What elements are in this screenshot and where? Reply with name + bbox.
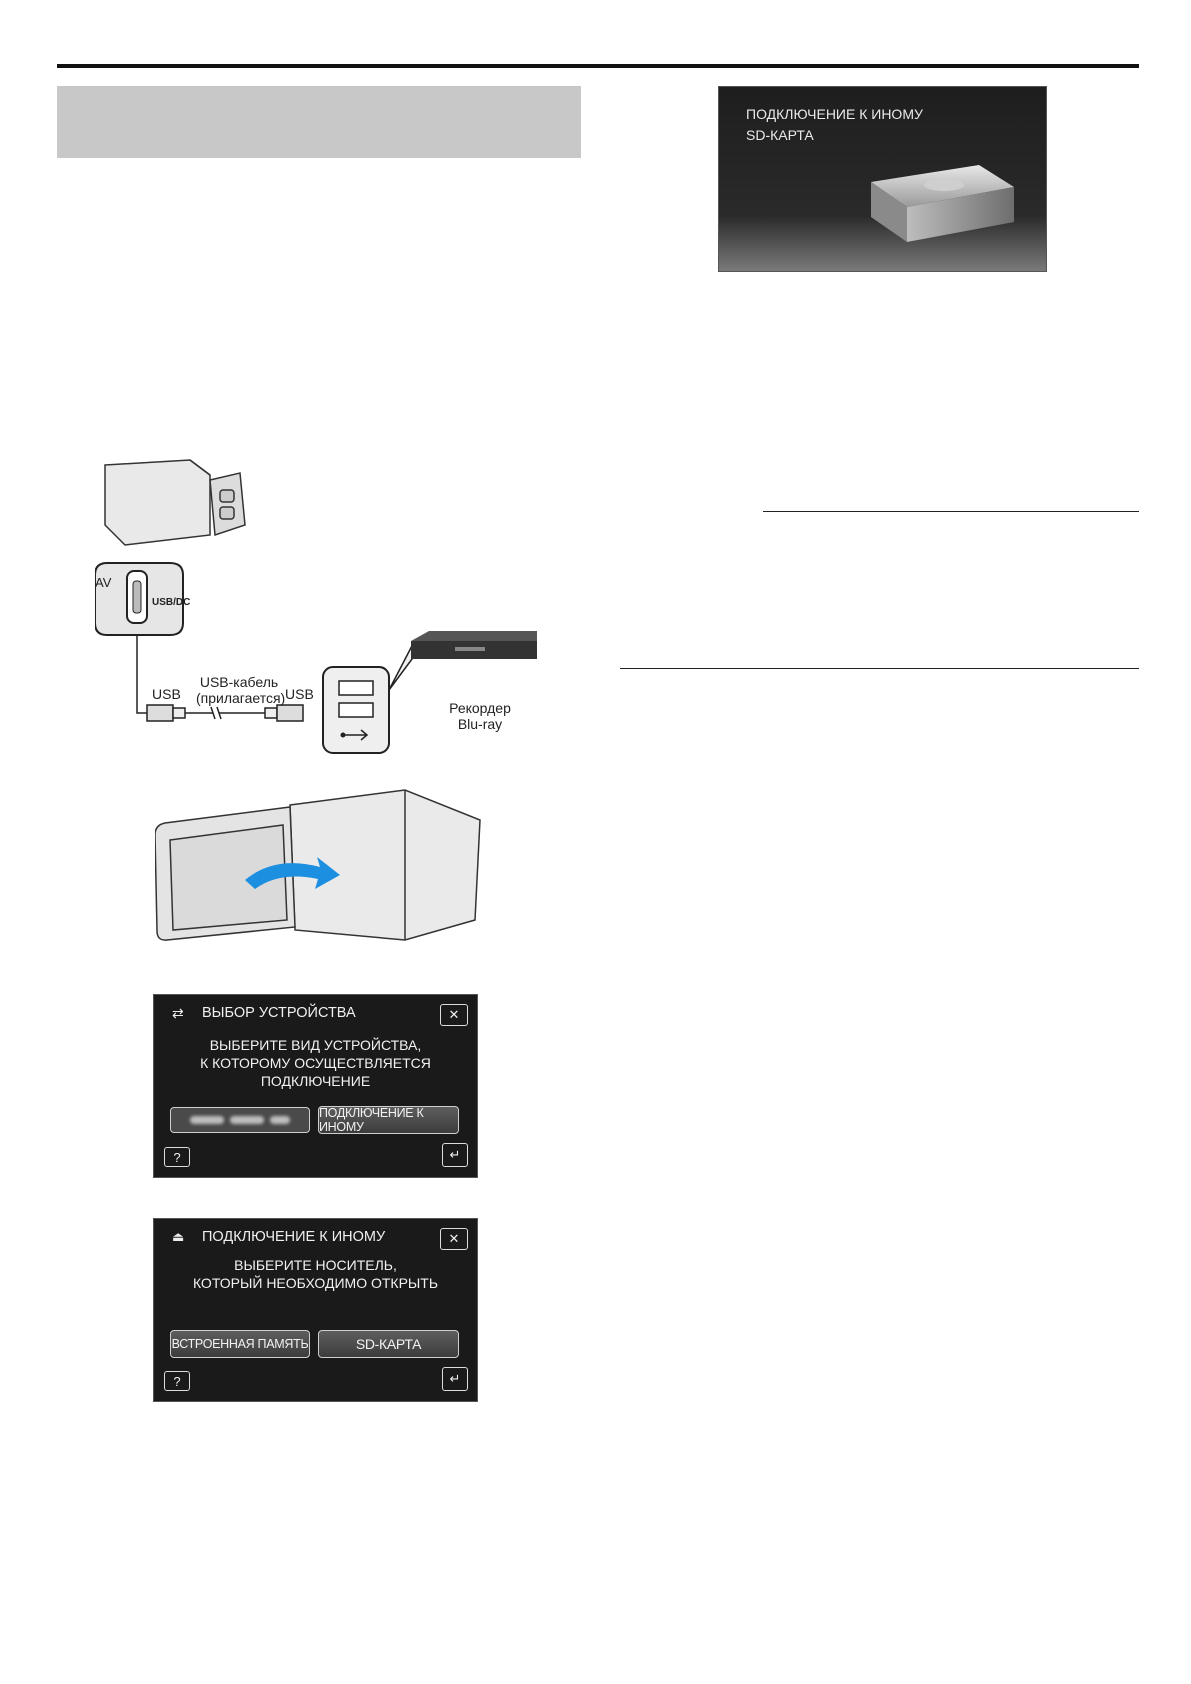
media-select-message-line1: ВЫБЕРИТЕ НОСИТЕЛЬ, xyxy=(234,1257,397,1273)
bluray-recorder-icon xyxy=(849,147,1044,271)
label-av: AV xyxy=(95,575,112,590)
open-lcd-illustration xyxy=(155,785,490,945)
camcorder-icon xyxy=(105,460,245,545)
disc-drive-icon: ⏏ xyxy=(172,1229,185,1244)
connect-icon: ⇄ xyxy=(172,1005,184,1021)
host-usb-ports xyxy=(323,640,415,753)
media-select-message xyxy=(154,1256,477,1292)
device-select-message-line3: ПОДКЛЮЧЕНИЕ xyxy=(260,1073,371,1089)
close-icon[interactable]: ✕ xyxy=(440,1228,468,1250)
bluray-recorder-screen xyxy=(718,86,1047,272)
label-recorder xyxy=(440,700,520,732)
label-usb-dc: USB/DC xyxy=(152,597,191,608)
top-rule xyxy=(57,64,1139,68)
label-cable xyxy=(196,674,286,706)
section-rule xyxy=(620,668,1139,669)
device-select-title: ВЫБОР УСТРОЙСТВА xyxy=(202,1005,356,1021)
note-rule xyxy=(763,511,1139,512)
label-recorder-line1: Рекордер xyxy=(449,700,511,716)
close-icon[interactable]: ✕ xyxy=(440,1004,468,1026)
back-icon[interactable]: ↵ xyxy=(442,1367,468,1391)
device-select-screen xyxy=(153,994,478,1178)
device-select-message xyxy=(154,1036,477,1090)
media-select-screen xyxy=(153,1218,478,1402)
label-recorder-line2: Blu-ray xyxy=(457,716,503,732)
section-header-bar xyxy=(57,86,581,158)
bluray-recorder-drawing xyxy=(411,631,537,659)
bluray-screen-line1: ПОДКЛЮЧЕНИЕ К ИНОМУ xyxy=(746,106,923,122)
media-select-title: ПОДКЛЮЧЕНИЕ К ИНОМУ xyxy=(202,1229,386,1245)
connect-other-button[interactable]: ПОДКЛЮЧЕНИЕ К ИНОМУ xyxy=(318,1106,459,1134)
internal-memory-button[interactable]: ВСТРОЕННАЯ ПАМЯТЬ xyxy=(170,1330,310,1358)
help-button[interactable]: ? xyxy=(164,1147,190,1167)
label-usb-left: USB xyxy=(152,686,181,702)
sd-card-button[interactable]: SD-КАРТА xyxy=(318,1330,459,1358)
back-icon[interactable]: ↵ xyxy=(442,1143,468,1167)
bluray-screen-line2: SD-КАРТА xyxy=(746,127,814,143)
label-cable-line1: USB-кабель xyxy=(199,674,279,690)
help-button[interactable]: ? xyxy=(164,1371,190,1391)
label-usb-right: USB xyxy=(285,686,314,702)
blurred-device-button[interactable] xyxy=(170,1107,310,1133)
device-select-message-line1: ВЫБЕРИТЕ ВИД УСТРОЙСТВА, xyxy=(209,1037,422,1053)
label-cable-line2: (прилагается) xyxy=(196,690,286,706)
device-select-message-line2: К КОТОРОМУ ОСУЩЕСТВЛЯЕТСЯ xyxy=(200,1055,431,1071)
media-select-message-line2: КОТОРЫЙ НЕОБХОДИМО ОТКРЫТЬ xyxy=(192,1275,439,1291)
